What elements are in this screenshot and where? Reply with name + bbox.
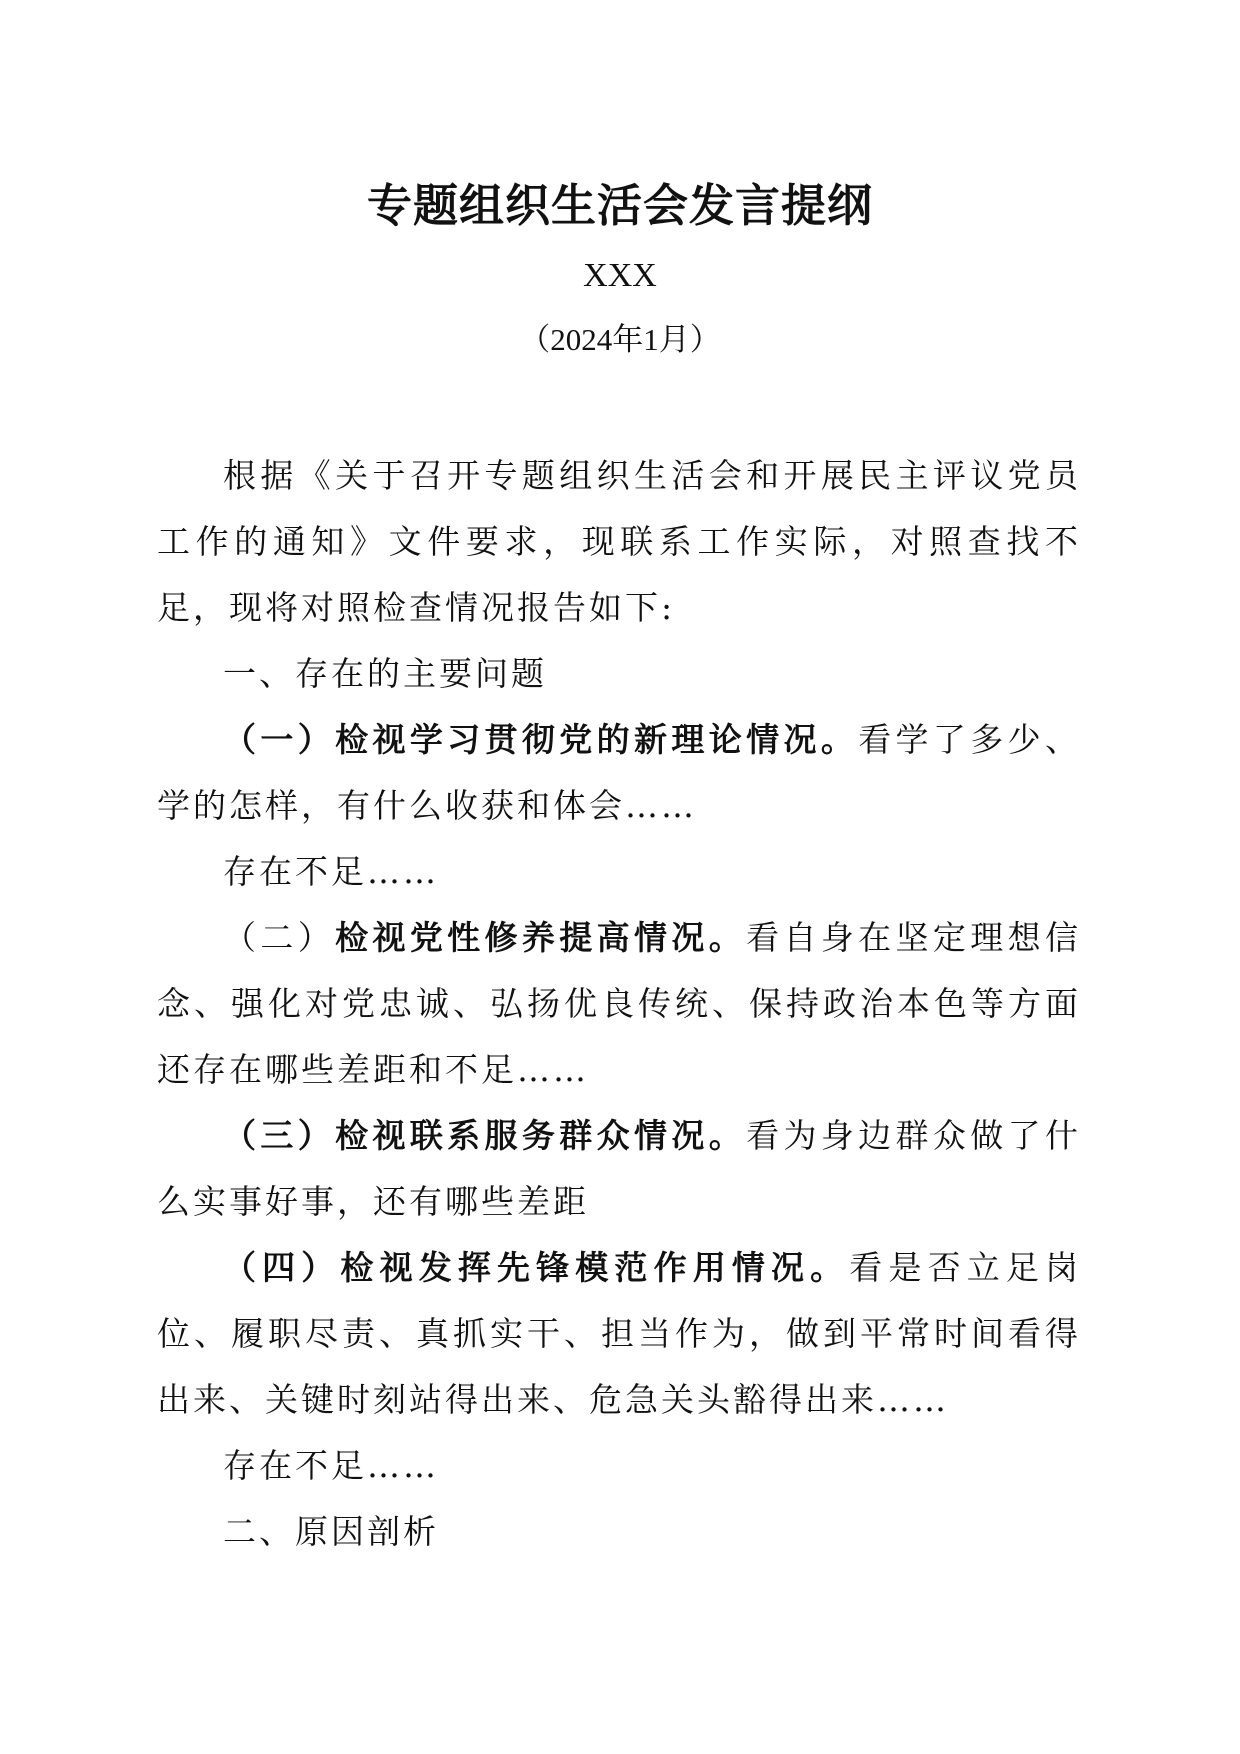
section-heading-causes: 二、原因剖析 — [223, 1512, 439, 1551]
document-date: （2024年1月） — [519, 322, 721, 357]
item-1-text: 看学了多少、学的怎样，有什么收获和体会…… — [157, 720, 1082, 825]
item-1-shortfall: 存在不足…… — [223, 852, 439, 891]
item-1-label: （一）检视学习贯彻党的新理论情况。 — [223, 720, 859, 759]
item-2-paragraph — [157, 905, 1081, 1103]
item-2-number: （二） — [223, 918, 336, 957]
document-title: 专题组织生活会发言提纲 — [366, 179, 873, 232]
item-3-paragraph — [157, 1103, 1081, 1235]
item-1-paragraph — [157, 707, 1081, 839]
section-heading-problems: 一、存在的主要问题 — [223, 654, 547, 693]
intro-paragraph: 根据《关于召开专题组织生活会和开展民主评议党员工作的通知》文件要求，现联系工作实际，对照查找不足，现将对照检查情况报告如下: — [157, 456, 1081, 627]
document-body — [157, 443, 1081, 1565]
item-4-shortfall: 存在不足…… — [223, 1446, 439, 1485]
item-2-text: 看自身在坚定理想信念、强化对党忠诚、弘扬优良传统、保持政治本色等方面还存在哪些差距和不足…… — [157, 918, 1082, 1089]
item-4-label: （四）检视发挥先锋模范作用情况。 — [223, 1248, 850, 1287]
item-3-text: 看为身边群众做了什么实事好事，还有哪些差距 — [157, 1116, 1082, 1221]
item-3-label: （三）检视联系服务群众情况。 — [223, 1116, 747, 1155]
document-author: XXX — [583, 257, 657, 294]
item-2-label: 检视党性修养提高情况。 — [335, 918, 747, 957]
item-4-text: 看是否立足岗位、履职尽责、真抓实干、担当作为，做到平常时间看得出来、关键时刻站得出来、危急关头豁得出来…… — [157, 1248, 1082, 1419]
item-4-paragraph — [157, 1235, 1081, 1433]
